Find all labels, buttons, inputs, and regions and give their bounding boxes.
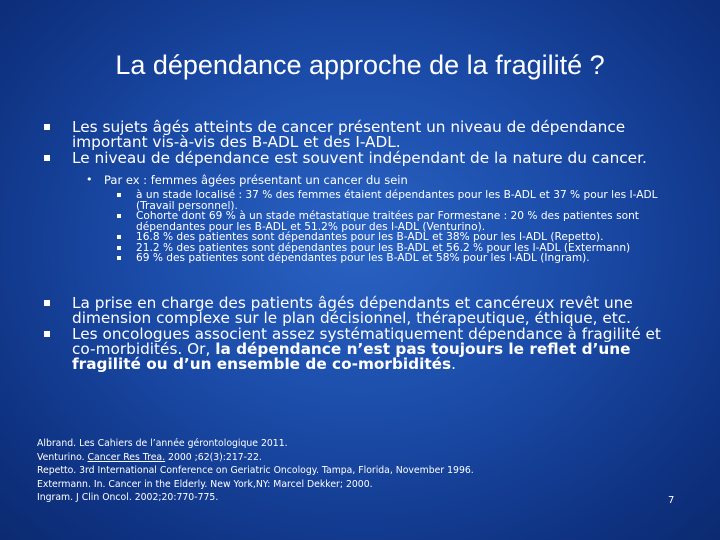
square-bullet-icon	[117, 235, 121, 239]
square-bullet-icon	[117, 246, 121, 250]
bullet-text: Le niveau de dépendance est souvent indépendant de la nature du cancer.	[72, 149, 647, 167]
square-bullet-icon	[117, 256, 121, 260]
sub-sub-bullet-item	[0, 190, 681, 211]
reference-line	[37, 451, 637, 465]
bullet-text: Les sujets âgés atteints de cancer présentent un niveau de dépendance important vis-à-vis des B-ADL et des I-ADL.	[72, 118, 626, 151]
sub-sub-bullet-text: Cohorte dont 69 % à un stade métastatique traitées par Formestane : 20 % des patientes sont dépendantes pour les B-ADL et 51.2% pour des I-ADL (Venturino).	[136, 210, 639, 233]
slide-title: La dépendance approche de la fragilité ?	[115, 50, 605, 80]
bullet-text: La prise en charge des patients âgés dépendants et cancéreux revêt une dimension complexe sur le plan décisionnel, thérapeutique, éthique, etc.	[72, 294, 633, 327]
sub-sub-bullet-item	[0, 253, 681, 264]
reference-line: Ingram. J Clin Oncol. 2002;20:770-775.	[37, 492, 219, 503]
sub-bullet-text: Par ex : femmes âgées présentant un cancer du sein	[104, 173, 408, 187]
bullet-list-top	[0, 120, 682, 166]
square-bullet-icon	[117, 214, 121, 218]
reference-line: Repetto. 3rd International Conference on Geriatric Oncology. Tampa, Florida, November 1996.	[37, 465, 474, 476]
dot-bullet-icon: •	[86, 173, 93, 186]
reference-journal-link: Cancer Res Trea.	[87, 451, 166, 463]
sub-sub-bullet-text: 69 % des patientes sont dépendantes pour les B-ADL et 58% pour les I-ADL (Ingram).	[136, 252, 590, 264]
bullet-text: Les oncologues associent assez systématiquement dépendance à fragilité et co-morbidités. Or,	[72, 325, 661, 358]
sub-sub-bullet-list	[0, 190, 681, 264]
reference-details: 2000 ;62(3):217-22.	[165, 451, 262, 463]
bullet-emphasis-text: la dépendance n’est pas toujours le reflet d’une fragilité ou d’un ensemble de co-morbidités	[72, 340, 631, 373]
sub-bullet-list	[0, 173, 684, 187]
square-bullet-icon	[44, 331, 50, 337]
reference-line: Albrand. Les Cahiers de l’année gérontologique 2011.	[37, 438, 288, 449]
reference-line: Extermann. In. Cancer in the Elderly. New York,NY: Marcel Dekker; 2000.	[37, 478, 373, 490]
sub-bullet-item	[0, 173, 684, 187]
bullet-list-bottom	[0, 296, 682, 372]
square-bullet-icon	[44, 300, 50, 306]
bullet-item	[0, 151, 682, 166]
bullet-item	[0, 120, 682, 150]
square-bullet-icon	[44, 124, 50, 130]
sub-sub-bullet-text: à un stade localisé : 37 % des femmes étaient dépendantes pour les B-ADL et 37 % pour les I-ADL (Travail personnel).	[136, 189, 658, 212]
bullet-item	[0, 327, 682, 372]
reference-author: Venturino.	[37, 451, 88, 463]
square-bullet-icon	[44, 155, 50, 161]
references	[37, 437, 637, 505]
square-bullet-icon	[117, 193, 121, 197]
sub-sub-bullet-text: 16.8 % des patientes sont dépendantes pour les B-ADL et 38% pour les I-ADL (Repetto).	[136, 231, 604, 243]
sub-sub-bullet-item	[0, 211, 681, 232]
sub-sub-bullet-text: 21.2 % des patientes sont dépendantes pour les B-ADL et 56.2 % pour les I-ADL (Extermann)	[136, 241, 631, 254]
bullet-item	[0, 296, 682, 326]
bullet-text-end: .	[451, 355, 457, 373]
page-number: 7	[668, 495, 675, 506]
